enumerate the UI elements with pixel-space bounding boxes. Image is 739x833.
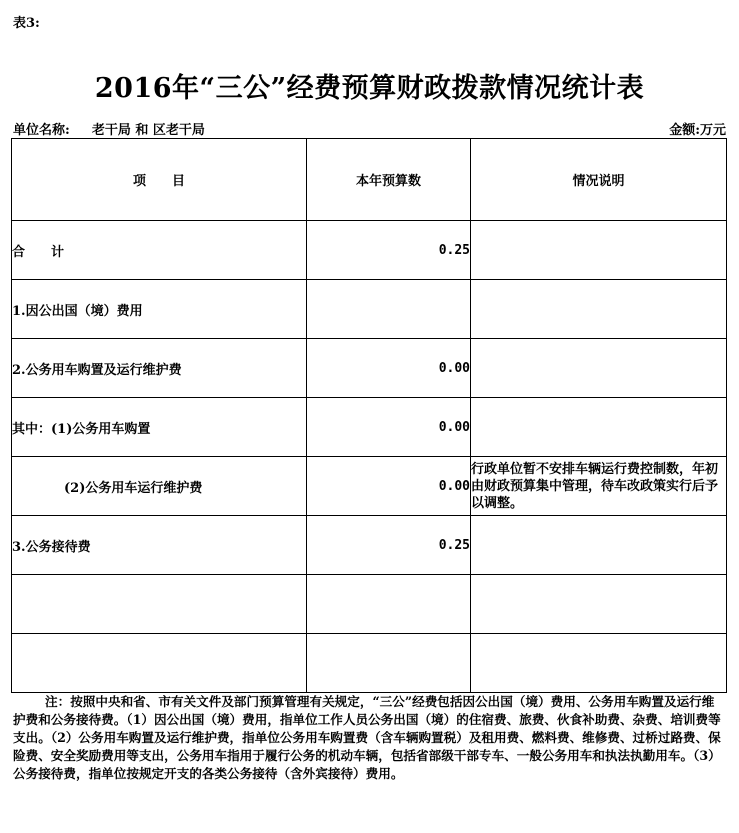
row-item: 合 计 [12, 221, 307, 280]
row-amount: 0.25 [307, 516, 471, 575]
table-row [12, 457, 727, 516]
row-note: 行政单位暂不安排车辆运行费控制数，年初由财政预算集中管理，待车改政策实行后予以调整。 [471, 457, 727, 516]
row-note [471, 516, 727, 575]
table-header-row [12, 139, 727, 221]
row-item [12, 634, 307, 693]
budget-table [11, 138, 727, 693]
row-amount: 0.00 [307, 398, 471, 457]
row-item: 3.公务接待费 [12, 516, 307, 575]
row-item [12, 575, 307, 634]
row-amount: 0.00 [307, 457, 471, 516]
unit-name-label: 单位名称: [13, 123, 70, 138]
table-row-empty [12, 634, 727, 693]
table-row [12, 516, 727, 575]
row-amount [307, 575, 471, 634]
table-row-empty [12, 575, 727, 634]
row-note [471, 575, 727, 634]
row-note [471, 221, 727, 280]
row-amount [307, 634, 471, 693]
row-item: 1.因公出国（境）费用 [12, 280, 307, 339]
unit-row [13, 119, 726, 137]
row-item: (2)公务用车运行维护费 [12, 457, 307, 516]
header-note: 情况说明 [471, 139, 727, 221]
unit-name-value: 老干局 和 区老干局 [91, 123, 205, 138]
row-note [471, 398, 727, 457]
table-row [12, 339, 727, 398]
row-amount: 0.25 [307, 221, 471, 280]
row-item: 2.公务用车购置及运行维护费 [12, 339, 307, 398]
table-row [12, 280, 727, 339]
footnote: 注：按照中央和省、市有关文件及部门预算管理有关规定，“三公”经费包括因公出国（境）费用、公务用车购置及运行维护费和公务接待费。（1）因公出国（境）费用，指单位工作人员公务出国（境）的住宿费、旅费、伙食补助费、杂费、培训费等支出。（2）公务用车购置及运行维护费，指单位公务用车购置费（含车辆购置税）及租用费、燃料费、维修费、过桥过路费、保险费、安全奖励费用等支出，公务用车指用于履行公务的机动车辆，包括省部级干部专车、一般公务用车和执法执勤用车。（3）公务接待费，指单位按规定开支的各类公务接待（含外宾接待）费用。 [13, 694, 721, 781]
table-row [12, 398, 727, 457]
row-note [471, 634, 727, 693]
header-budget: 本年预算数 [307, 139, 471, 221]
row-item: 其中：(1)公务用车购置 [12, 398, 307, 457]
row-note [471, 339, 727, 398]
row-note [471, 280, 727, 339]
page-title: 2016年“三公”经费预算财政拨款情况统计表 [94, 73, 645, 104]
amount-unit: 金额:万元 [669, 123, 726, 138]
table-row-total [12, 221, 727, 280]
header-item: 项 目 [12, 139, 307, 221]
row-amount: 0.00 [307, 339, 471, 398]
unit-name-block [13, 119, 205, 138]
table-label: 表3: [13, 16, 40, 31]
row-amount [307, 280, 471, 339]
